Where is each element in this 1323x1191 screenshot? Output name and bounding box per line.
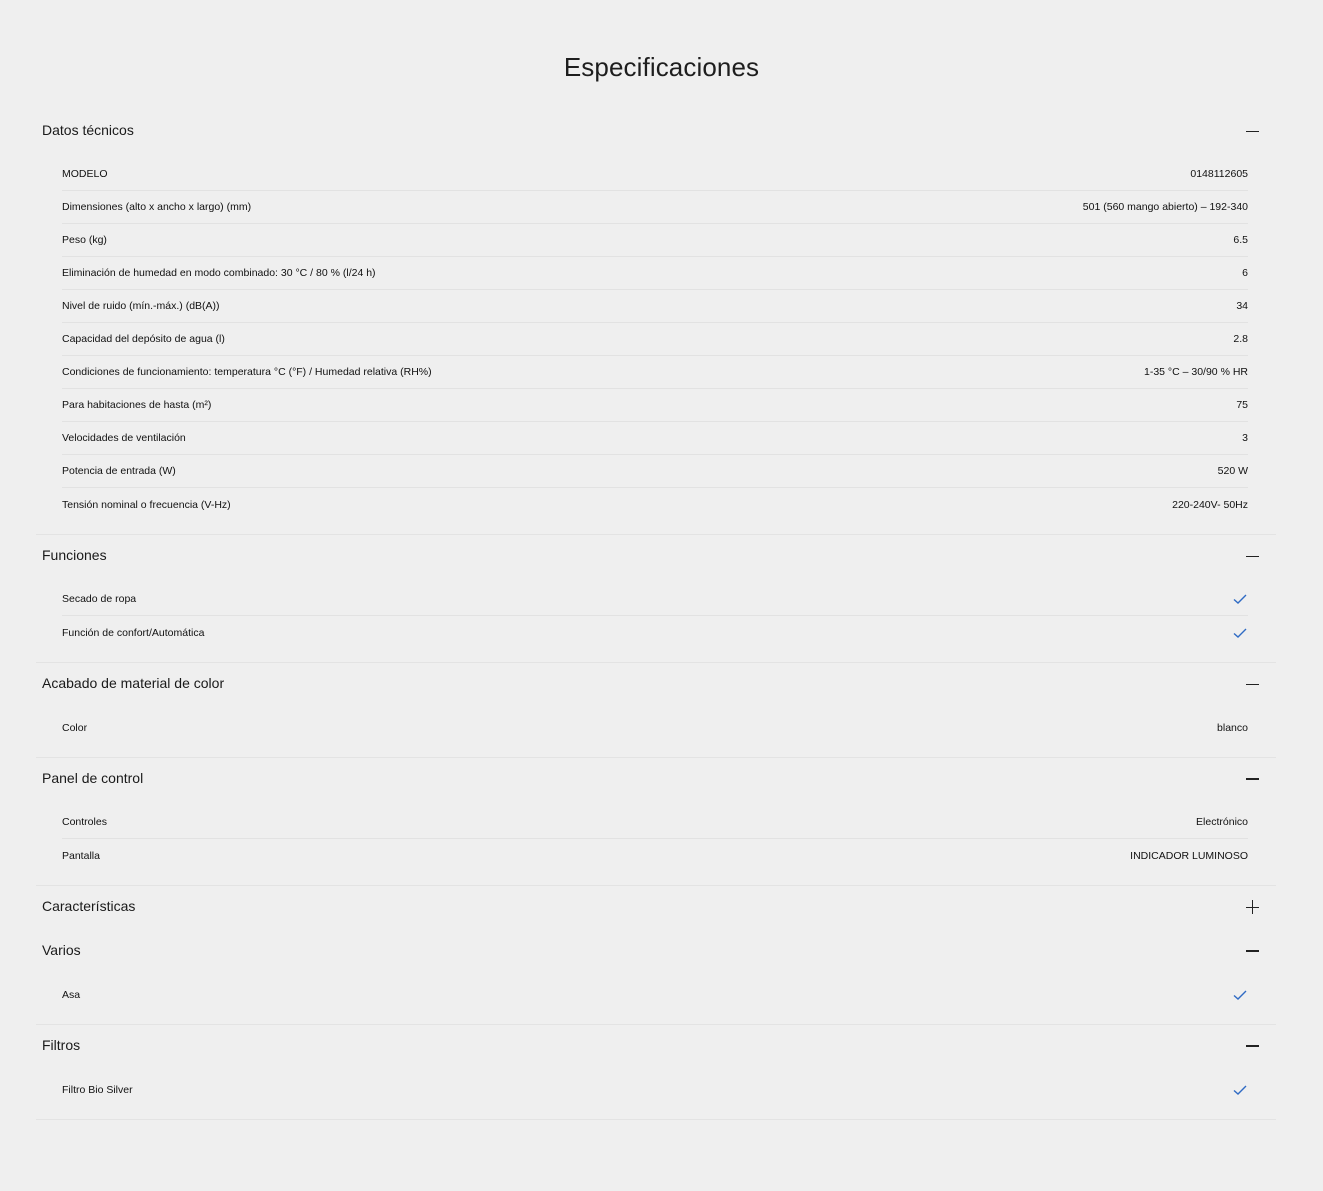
spec-label: Pantalla [62,849,100,862]
spec-value: INDICADOR LUMINOSO [1130,849,1248,862]
spec-row [62,616,1248,649]
checkmark-icon [1232,989,1248,1001]
spec-rows [36,579,1276,662]
section-header[interactable] [36,758,1276,802]
spec-section [36,663,1276,758]
spec-label: Velocidades de ventilación [62,432,186,444]
spec-row [62,389,1248,422]
section-header[interactable] [36,886,1276,930]
section-title: Funciones [42,547,107,563]
spec-section [36,930,1276,1025]
spec-row [62,806,1248,839]
spec-value: blanco [1217,721,1248,734]
spec-rows [36,974,1276,1024]
spec-value: 6.5 [1233,234,1248,246]
spec-label: Para habitaciones de hasta (m²) [62,399,212,411]
spec-value: 0148112605 [1190,168,1248,180]
spec-label: Dimensiones (alto x ancho x largo) (mm) [62,201,252,213]
spec-row [62,839,1248,872]
spec-label: Nivel de ruido (mín.-máx.) (dB(A)) [62,300,220,312]
spec-label: Asa [62,988,81,1001]
section-title: Acabado de material de color [42,675,225,691]
section-header[interactable] [36,110,1276,154]
spec-row [62,488,1248,521]
spec-label: Filtro Bio Silver [62,1083,133,1096]
checkmark-icon [1232,1084,1248,1096]
spec-rows [36,707,1276,757]
spec-row [62,224,1248,257]
spec-row [62,455,1248,488]
collapse-icon[interactable] [1246,548,1260,562]
spec-label: Condiciones de funcionamiento: temperatura °C (°F) / Humedad relativa (RH%) [62,366,432,378]
spec-value: 501 (560 mango abierto) – 192-340 [1082,201,1248,213]
section-title: Características [42,898,136,914]
section-title: Filtros [42,1037,81,1053]
spec-label: MODELO [62,168,108,180]
page-title: Especificaciones [563,52,760,82]
collapse-icon[interactable] [1246,943,1260,957]
section-header[interactable] [36,930,1276,974]
spec-label: Color [62,721,88,734]
spec-label: Potencia de entrada (W) [62,465,176,477]
section-header[interactable] [36,535,1276,579]
spec-section [36,1025,1276,1120]
spec-value: 520 W [1217,465,1248,477]
collapse-icon[interactable] [1246,1038,1260,1052]
section-title: Datos técnicos [42,122,134,138]
expand-icon[interactable] [1246,899,1260,913]
spec-value: Electrónico [1196,816,1248,828]
spec-row [62,1073,1248,1106]
spec-label: Secado de ropa [62,593,137,605]
spec-section [36,110,1276,535]
spec-value: 220-240V- 50Hz [1172,498,1248,511]
spec-row [62,191,1248,224]
spec-value: 1-35 °C – 30/90 % HR [1143,366,1248,378]
spec-row [62,978,1248,1011]
spec-row [62,158,1248,191]
spec-rows [36,802,1276,885]
spec-label: Eliminación de humedad en modo combinado: 30 °C / 80 % (l/24 h) [62,267,376,279]
spec-section [36,535,1276,663]
spec-label: Función de confort/Automática [62,626,205,639]
spec-label: Capacidad del depósito de agua (l) [62,333,225,345]
spec-section [36,758,1276,886]
section-title: Varios [42,942,81,958]
collapse-icon[interactable] [1246,771,1260,785]
specifications-accordion [36,110,1276,1120]
checkmark-icon [1232,593,1248,605]
section-header[interactable] [36,663,1276,707]
spec-row [62,711,1248,744]
spec-row [62,323,1248,356]
spec-value: 2.8 [1233,333,1248,345]
spec-row [62,583,1248,616]
spec-value: 75 [1236,399,1248,411]
spec-value: 3 [1242,432,1248,444]
spec-value: 6 [1242,267,1248,279]
spec-label: Tensión nominal o frecuencia (V-Hz) [62,498,231,511]
spec-rows [36,154,1276,534]
spec-row [62,290,1248,323]
spec-label: Controles [62,816,107,828]
section-header[interactable] [36,1025,1276,1069]
spec-row [62,356,1248,389]
spec-row [62,257,1248,290]
spec-label: Peso (kg) [62,234,107,246]
spec-section [36,886,1276,930]
section-title: Panel de control [42,770,144,786]
checkmark-icon [1232,627,1248,639]
collapse-icon[interactable] [1246,123,1260,137]
spec-rows [36,1069,1276,1119]
spec-value: 34 [1236,300,1248,312]
collapse-icon[interactable] [1246,676,1260,690]
spec-row [62,422,1248,455]
